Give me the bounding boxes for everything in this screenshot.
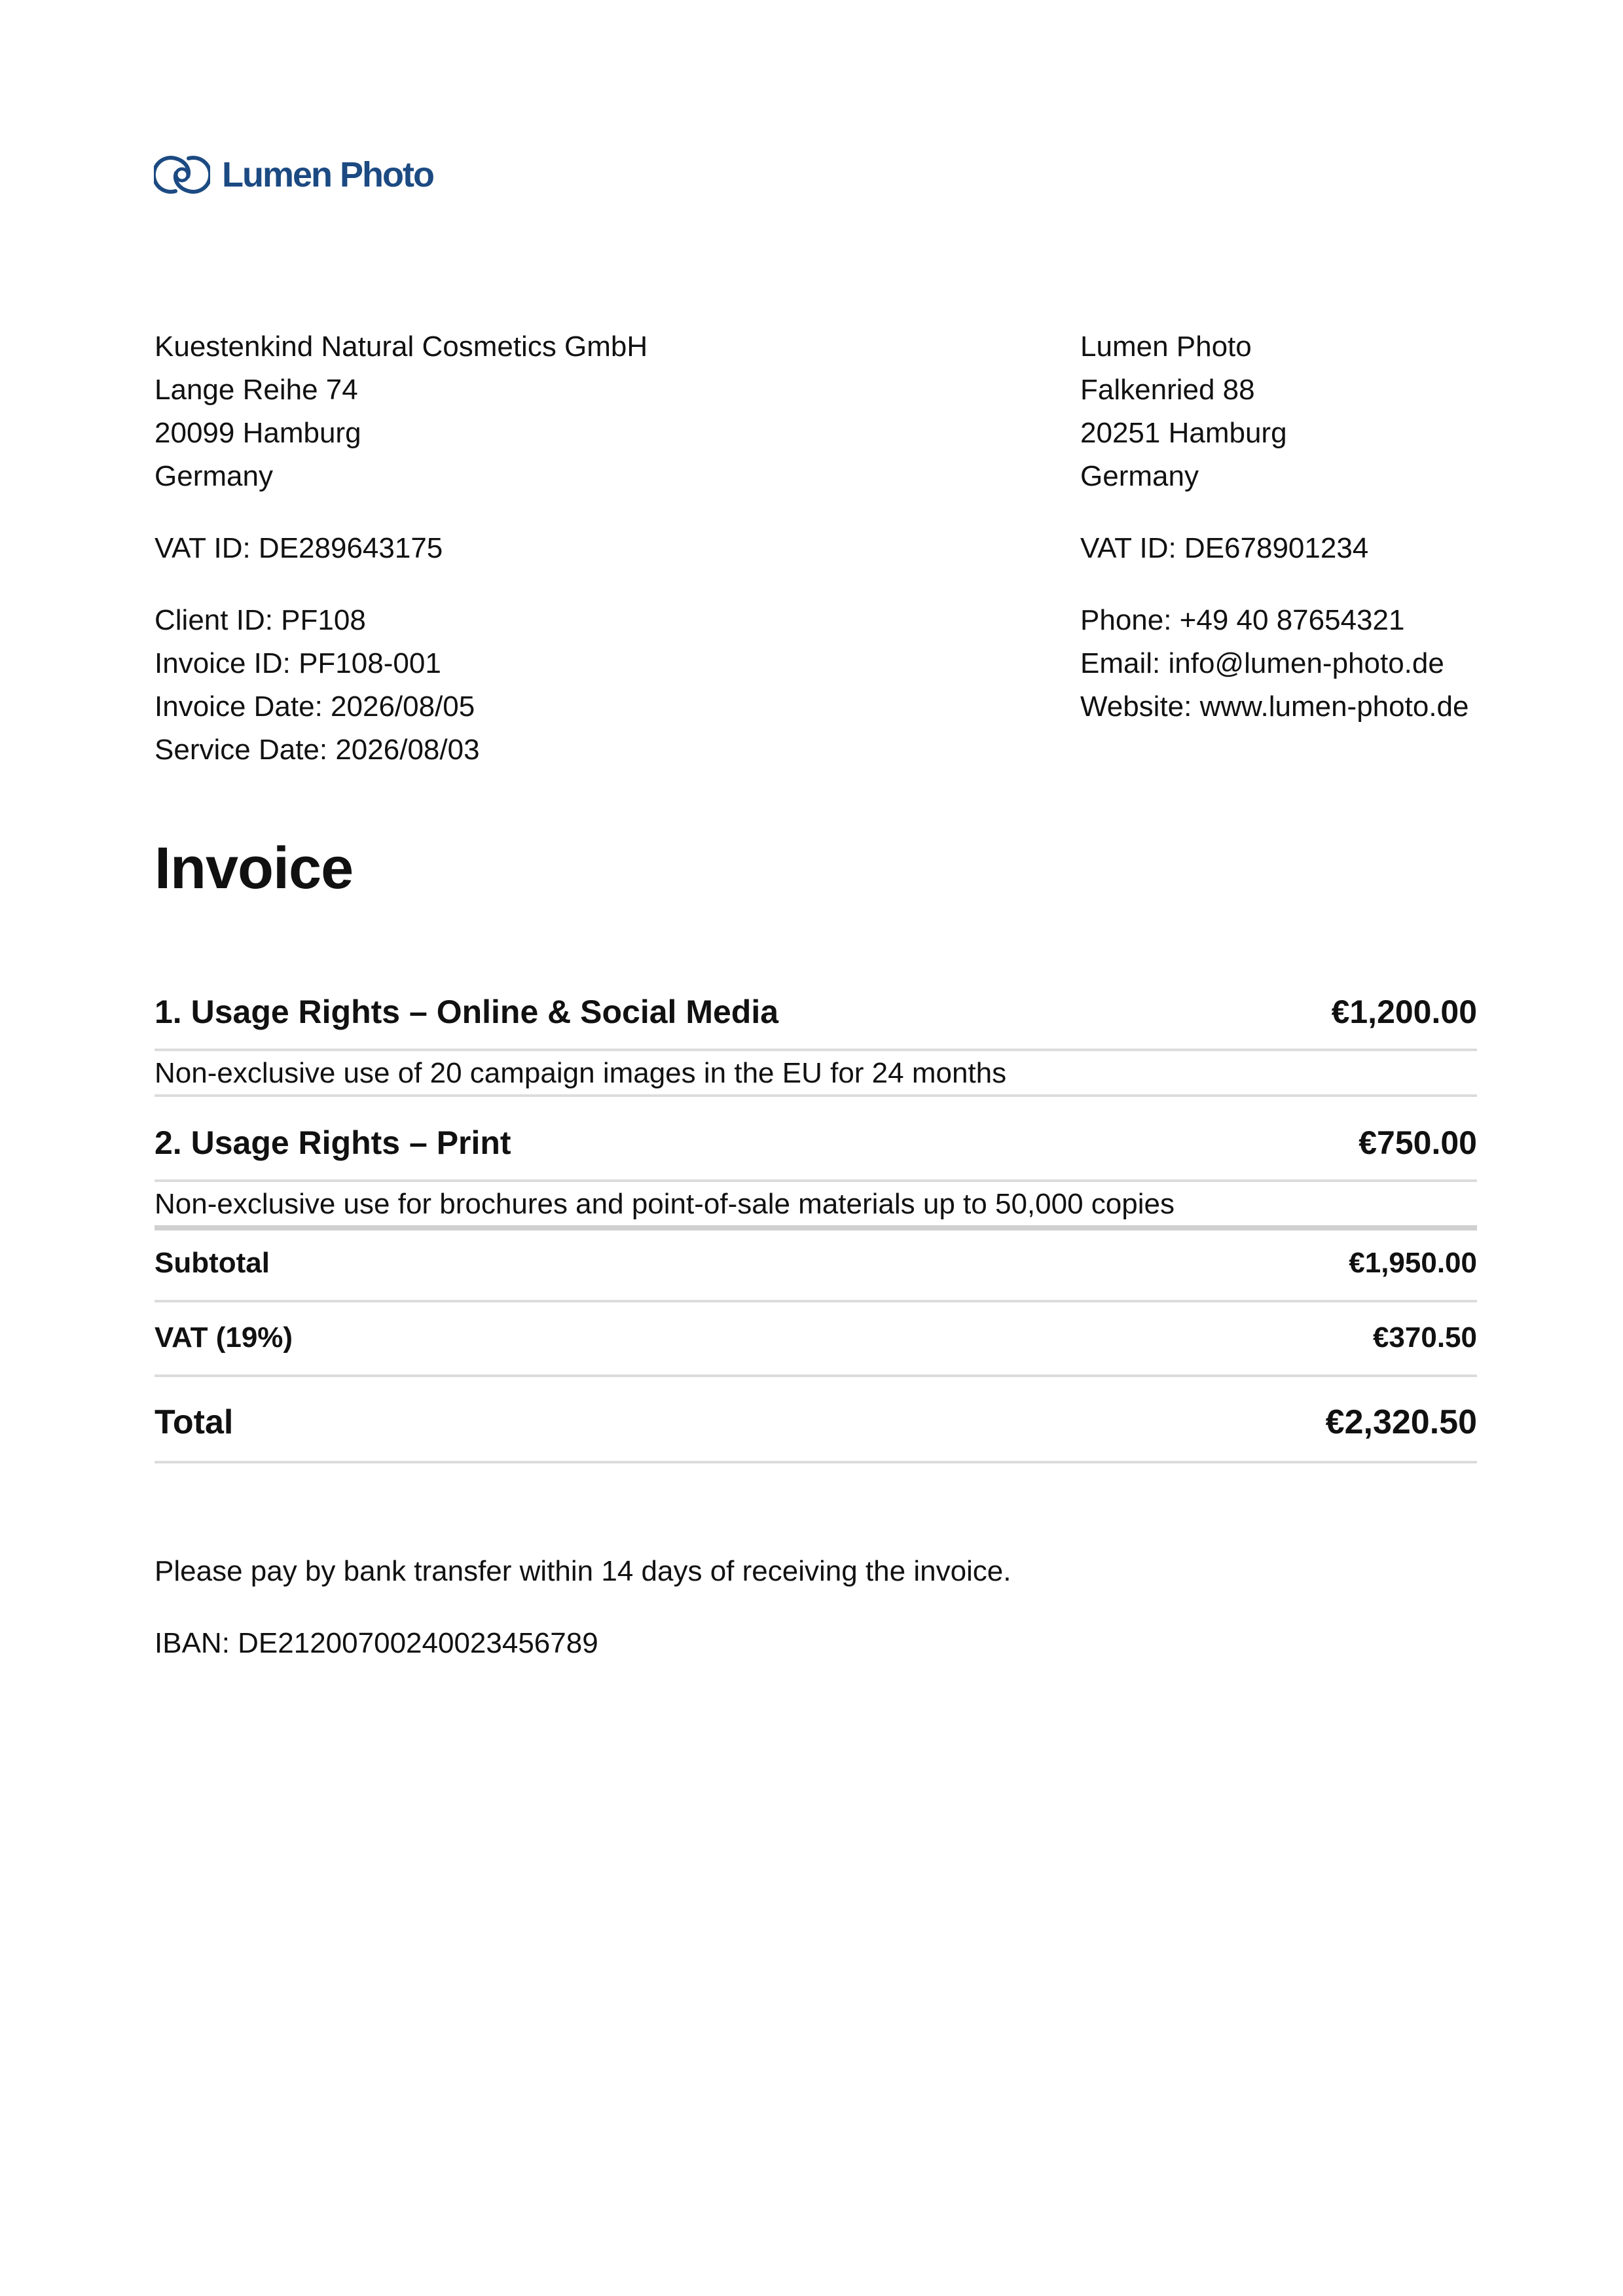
line-item-title: 1. Usage Rights – Online & Social Media <box>155 994 779 1030</box>
line-item-title: 2. Usage Rights – Print <box>155 1124 511 1161</box>
line-item-description-row <box>155 1185 1477 1224</box>
total-row <box>155 1393 1477 1452</box>
divider <box>155 1179 1477 1182</box>
divider <box>155 1300 1477 1302</box>
line-item-description-row <box>155 1054 1477 1093</box>
total-label: Total <box>155 1403 234 1441</box>
camera-aperture-logo-icon <box>154 154 210 195</box>
client-city: 20099 Hamburg <box>155 417 361 449</box>
line-item-description: Non-exclusive use of 20 campaign images in the EU for 24 months <box>155 1057 1007 1089</box>
vendor-website: Website: www.lumen-photo.de <box>1080 691 1469 723</box>
invoice-date: Invoice Date: 2026/08/05 <box>155 691 475 723</box>
vendor-city: 20251 Hamburg <box>1080 417 1287 449</box>
payment-instructions: Please pay by bank transfer within 14 days of receiving the invoice. <box>155 1555 1012 1587</box>
line-item-amount: €1,200.00 <box>1331 994 1477 1030</box>
page-title: Invoice <box>155 836 354 901</box>
divider <box>155 1374 1477 1377</box>
subtotal-amount: €1,950.00 <box>1349 1247 1477 1279</box>
line-item-heading <box>155 1117 1477 1169</box>
vat-amount: €370.50 <box>1372 1321 1477 1354</box>
vat-label: VAT (19%) <box>155 1321 293 1354</box>
line-item-description: Non-exclusive use for brochures and point-of-sale materials up to 50,000 copies <box>155 1188 1175 1220</box>
brand-logo <box>154 152 433 198</box>
vendor-address-block <box>1080 325 1468 728</box>
iban: IBAN: DE21200700240023456789 <box>155 1627 598 1659</box>
client-id: Client ID: PF108 <box>155 604 366 636</box>
client-company: Kuestenkind Natural Cosmetics GmbH <box>155 331 648 363</box>
invoice-id: Invoice ID: PF108-001 <box>155 647 441 679</box>
vat-row <box>155 1312 1477 1364</box>
client-street: Lange Reihe 74 <box>155 374 358 406</box>
vendor-phone: Phone: +49 40 87654321 <box>1080 604 1405 636</box>
service-date: Service Date: 2026/08/03 <box>155 734 480 766</box>
client-country: Germany <box>155 460 273 492</box>
divider <box>155 1461 1477 1463</box>
divider <box>155 1049 1477 1051</box>
vendor-vat-id: VAT ID: DE678901234 <box>1080 532 1369 564</box>
subtotal-row <box>155 1237 1477 1289</box>
vendor-company: Lumen Photo <box>1080 331 1252 363</box>
subtotal-label: Subtotal <box>155 1247 270 1279</box>
divider <box>155 1225 1477 1230</box>
brand-name: Lumen Photo <box>222 155 433 194</box>
total-amount: €2,320.50 <box>1325 1403 1477 1441</box>
vendor-email: Email: info@lumen-photo.de <box>1080 647 1444 679</box>
client-vat-id: VAT ID: DE289643175 <box>155 532 443 564</box>
vendor-street: Falkenried 88 <box>1080 374 1255 406</box>
client-address-block <box>155 325 647 772</box>
line-item-heading <box>155 986 1477 1038</box>
divider <box>155 1094 1477 1097</box>
vendor-country: Germany <box>1080 460 1199 492</box>
line-item-amount: €750.00 <box>1359 1124 1477 1161</box>
